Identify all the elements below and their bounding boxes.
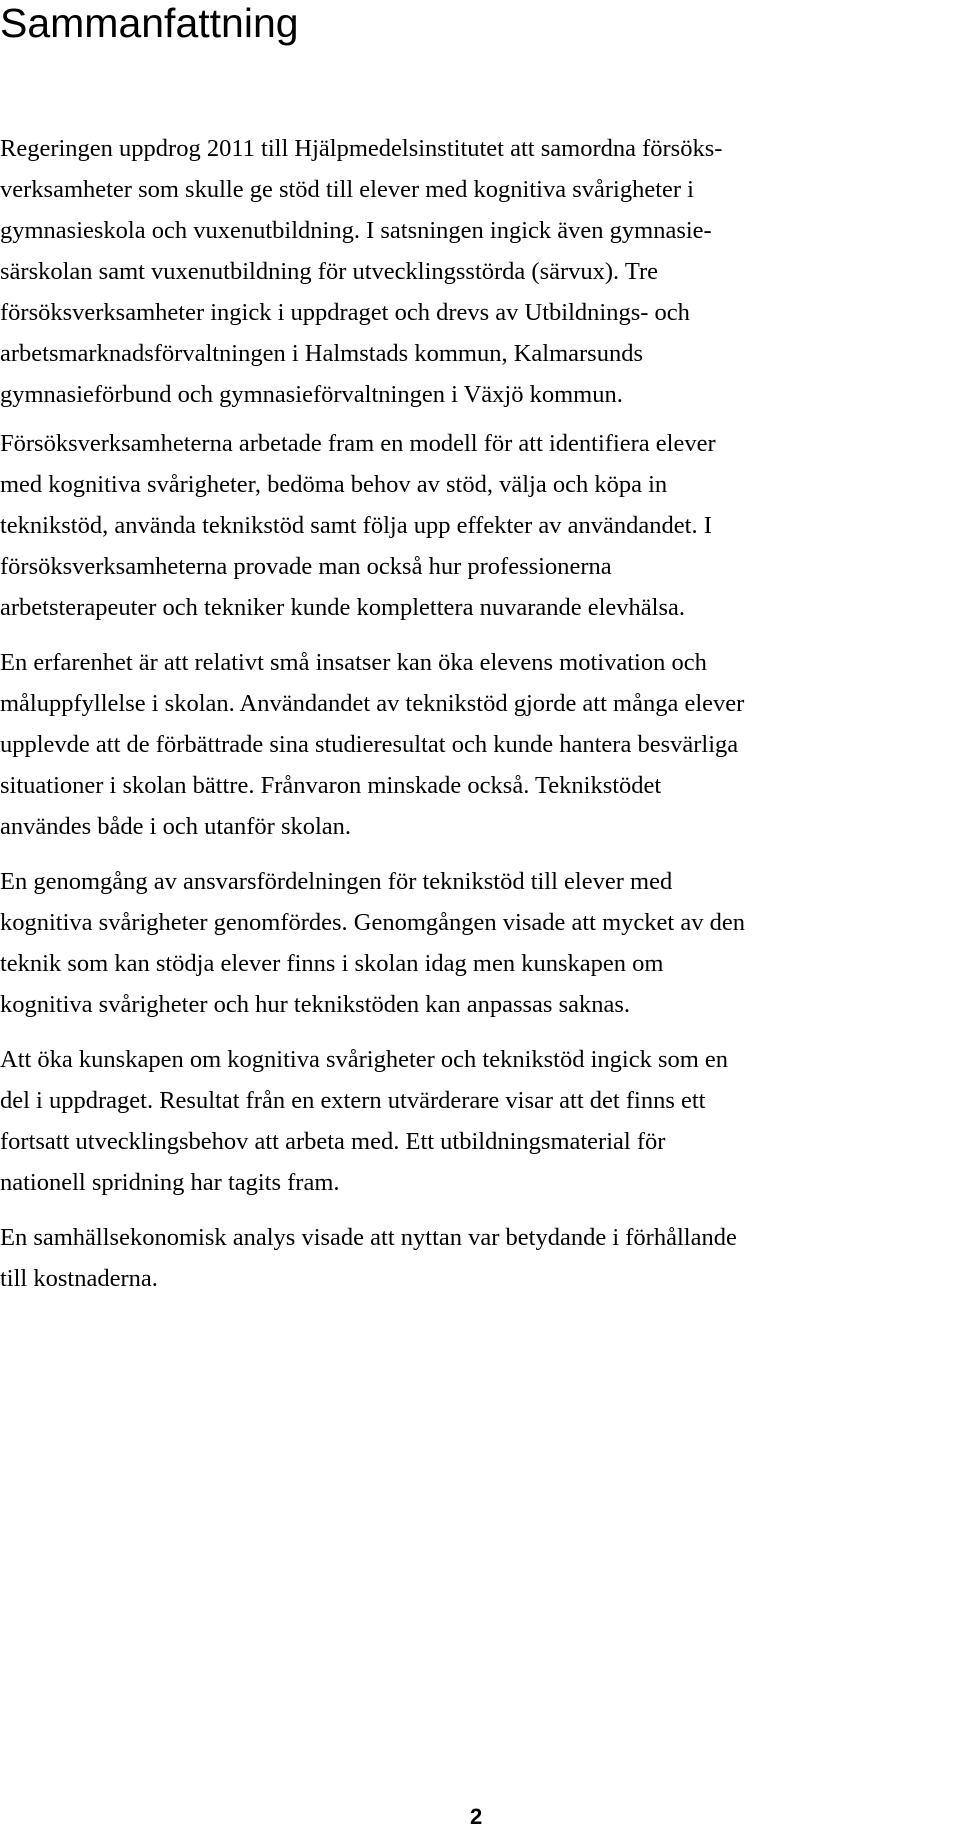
- text-line: Försöksverksamheterna arbetade fram en modell för att identifiera elever: [0, 430, 716, 457]
- text-line: försöksverksamheter ingick i uppdraget och drevs av Utbildnings- och: [0, 299, 690, 326]
- paragraph-1: [0, 128, 960, 415]
- paragraph-3: [0, 642, 960, 847]
- text-line: En genomgång av ansvarsfördelningen för teknikstöd till elever med: [0, 868, 673, 895]
- page-number: 2: [470, 1804, 483, 1829]
- text-line: gymnasieskola och vuxenutbildning. I satsningen ingick även gymnasie-: [0, 217, 712, 244]
- text-line: kognitiva svårigheter genomfördes. Genomgången visade att mycket av den: [0, 909, 745, 936]
- text-line: En samhällsekonomisk analys visade att nyttan var betydande i förhållande: [0, 1224, 737, 1251]
- text-line: särskolan samt vuxenutbildning för utvecklingsstörda (särvux). Tre: [0, 258, 659, 285]
- text-line: med kognitiva svårigheter, bedöma behov av stöd, välja och köpa in: [0, 471, 668, 498]
- text-line: situationer i skolan bättre. Frånvaron minskade också. Teknikstödet: [0, 772, 662, 799]
- text-line: arbetsmarknadsförvaltningen i Halmstads kommun, Kalmarsunds: [0, 340, 643, 367]
- page-title: Sammanfattning: [0, 0, 299, 46]
- paragraph-4: [0, 861, 960, 1025]
- paragraph-6: [0, 1217, 960, 1299]
- text-line: måluppfyllelse i skolan. Användandet av teknikstöd gjorde att många elever: [0, 690, 745, 717]
- paragraph-2: [0, 423, 960, 628]
- text-line: teknikstöd, använda teknikstöd samt följa upp effekter av användandet. I: [0, 512, 712, 539]
- text-line: arbetsterapeuter och tekniker kunde komplettera nuvarande elevhälsa.: [0, 594, 686, 621]
- text-line: nationell spridning har tagits fram.: [0, 1169, 340, 1196]
- summary-body: [0, 128, 960, 1299]
- text-line: användes både i och utanför skolan.: [0, 813, 352, 840]
- text-line: del i uppdraget. Resultat från en extern utvärderare visar att det finns ett: [0, 1087, 706, 1114]
- text-line: kognitiva svårigheter och hur teknikstöden kan anpassas saknas.: [0, 991, 631, 1018]
- text-line: En erfarenhet är att relativt små insatser kan öka elevens motivation och: [0, 649, 707, 676]
- text-line: gymnasieförbund och gymnasieförvaltningen i Växjö kommun.: [0, 381, 623, 408]
- text-line: upplevde att de förbättrade sina studieresultat och kunde hantera besvärliga: [0, 731, 739, 758]
- paragraph-5: [0, 1039, 960, 1203]
- text-line: till kostnaderna.: [0, 1265, 158, 1292]
- text-line: försöksverksamheterna provade man också hur professionerna: [0, 553, 612, 580]
- text-line: verksamheter som skulle ge stöd till elever med kognitiva svårigheter i: [0, 176, 694, 203]
- text-line: fortsatt utvecklingsbehov att arbeta med. Ett utbildningsmaterial för: [0, 1128, 666, 1155]
- text-line: Att öka kunskapen om kognitiva svårigheter och teknikstöd ingick som en: [0, 1046, 729, 1073]
- text-line: teknik som kan stödja elever finns i skolan idag men kunskapen om: [0, 950, 664, 977]
- text-line: Regeringen uppdrog 2011 till Hjälpmedelsinstitutet att samordna försöks-: [0, 135, 723, 162]
